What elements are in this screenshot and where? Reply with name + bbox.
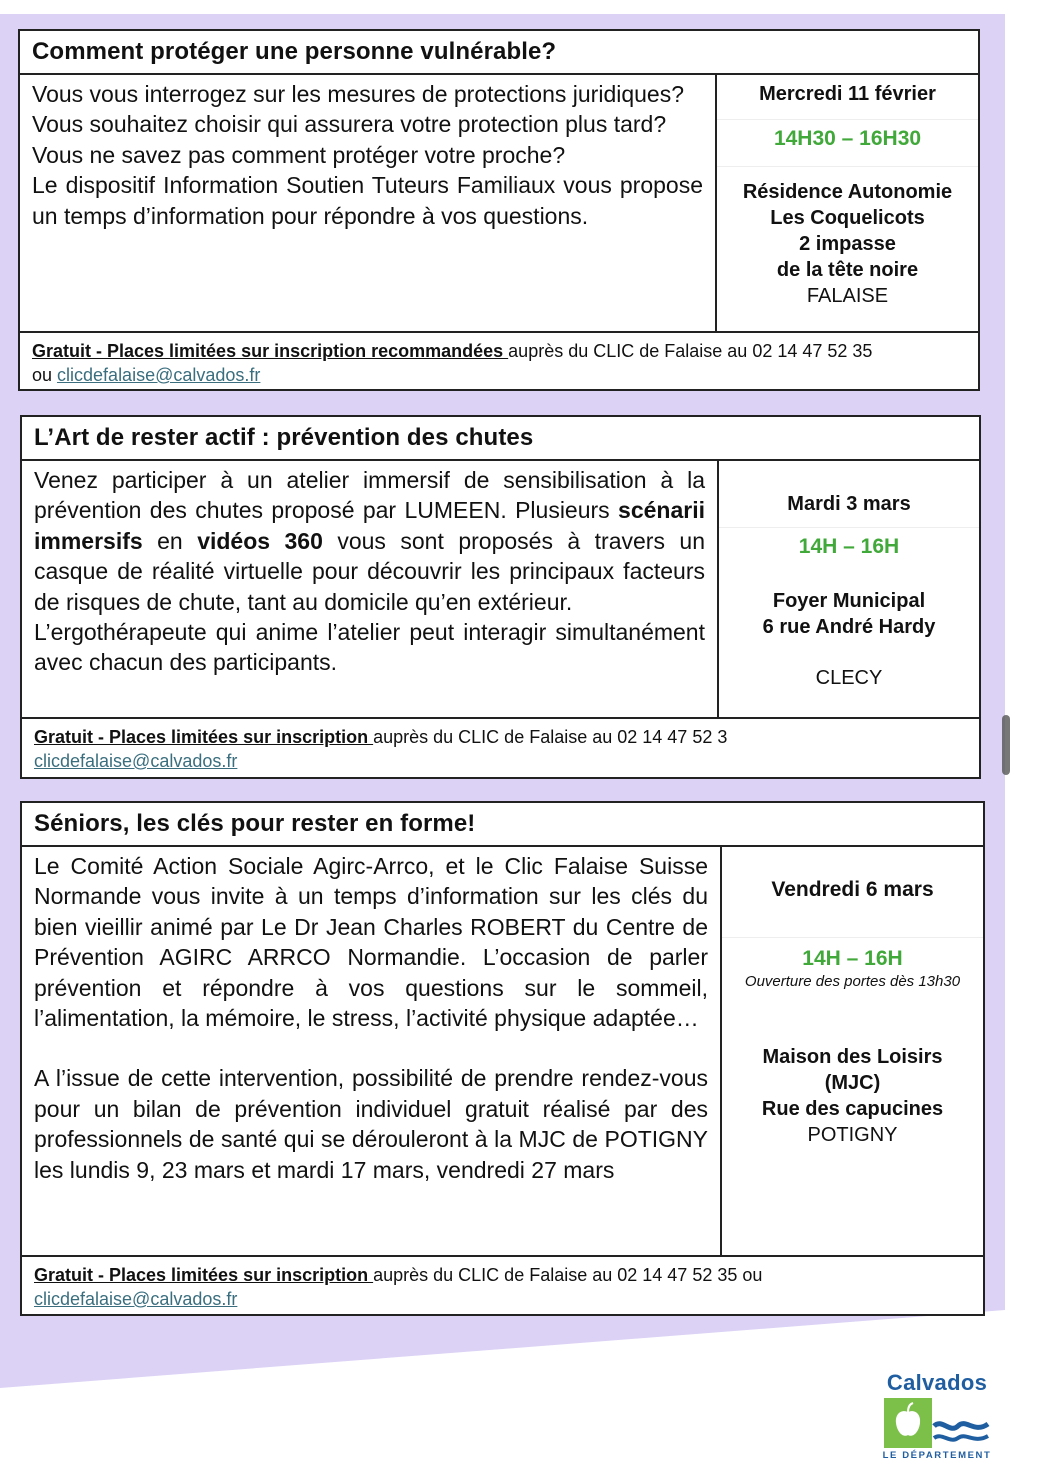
event-card-seniors	[20, 801, 985, 1316]
event-card-protection	[18, 29, 980, 391]
footer-or: ou	[32, 365, 58, 385]
text-bold: vidéos 360	[197, 527, 323, 554]
logo-name: Calvados	[886, 1370, 988, 1395]
registration-contact: auprès du CLIC de Falaise au 02 14 47 52 35	[508, 341, 873, 361]
registration-note: Gratuit - Places limitées sur inscription	[34, 727, 374, 747]
email-link[interactable]: clicdefalaise@calvados.fr	[34, 751, 238, 771]
location-line: Les Coquelicots	[770, 207, 925, 229]
event-info	[717, 75, 978, 331]
email-link[interactable]: clicdefalaise@calvados.fr	[34, 1289, 238, 1309]
event-title: L’Art de rester actif : prévention des chutes	[22, 417, 979, 461]
registration-contact: auprès du CLIC de Falaise au 02 14 47 52 35 ou	[373, 1265, 763, 1285]
location-line: de la tête noire	[776, 259, 919, 281]
location-city: FALAISE	[806, 285, 889, 307]
text-run: vous sont proposés à travers un casque de réalité virtuelle pour découvrir les principaux facteurs de risques de chute, tant au domicile qu’en extérieur.	[34, 527, 705, 615]
description-paragraph: Le dispositif Information Soutien Tuteurs Familiaux vous propose un temps d’information pour répondre à vos questions.	[32, 172, 703, 229]
location-city: CLECY	[815, 667, 883, 689]
event-info	[722, 847, 983, 1255]
event-time: 14H – 16H	[802, 947, 903, 970]
location-line: Maison des Loisirs	[762, 1046, 943, 1068]
description-paragraph: Vous ne savez pas comment protéger votre proche?	[32, 141, 566, 168]
text-run: Venez participer à un atelier immersif de sensibilisation à la prévention des chutes proposé par LUMEEN. Plusieurs	[34, 467, 705, 524]
event-info	[719, 461, 979, 717]
location-line: 6 rue André Hardy	[762, 616, 936, 638]
registration-contact: auprès du CLIC de Falaise au 02 14 47 52 3	[373, 727, 728, 747]
event-location	[719, 578, 979, 691]
registration-note: Gratuit - Places limitées sur inscription	[34, 1265, 374, 1285]
location-line: 2 impasse	[799, 233, 896, 255]
event-date: Mardi 3 mars	[719, 461, 979, 528]
event-description	[20, 75, 717, 331]
event-footer	[20, 333, 978, 391]
event-time: 14H – 16H	[798, 535, 900, 558]
event-body	[22, 461, 979, 719]
top-margin	[0, 0, 1005, 14]
email-link[interactable]: clicdefalaise@calvados.fr	[57, 365, 261, 385]
description-paragraph: Vous vous interrogez sur les mesures de protections juridiques?	[32, 81, 685, 107]
event-location	[722, 992, 983, 1148]
event-body	[22, 847, 983, 1257]
event-date: Mercredi 11 février	[717, 75, 978, 120]
event-footer	[22, 1257, 983, 1315]
description-paragraph: Vous souhaitez choisir qui assurera votre protection plus tard?	[32, 111, 667, 138]
apple-waves-logo-icon	[884, 1398, 990, 1448]
description-paragraph: A l’issue de cette intervention, possibilité de prendre rendez-vous pour un bilan de prévention individuel gratuit réalisé par des professionnels de santé qui se dérouleront à la MJC de POTIGNY les lundis 9, 23 mars et mardi 17 mars, vendredi 27 mars	[34, 1065, 708, 1183]
event-location	[717, 167, 978, 309]
event-note: Ouverture des portes dès 13h30	[744, 973, 961, 990]
event-description	[22, 461, 719, 717]
text-run: en	[142, 527, 198, 554]
location-city: POTIGNY	[807, 1124, 898, 1146]
description-paragraph: Le Comité Action Sociale Agirc-Arrco, et le Clic Falaise Suisse Normande vous invite à un temps d’information sur les clés du bien vieillir animé par Le Dr Jean Charles ROBERT du Centre de Prévention AGIRC ARRCO Normandie. L’occasion de parler prévention et répondre à vos questions sur le sommeil, l’alimentation, la mémoire, le stress, l’activité physique adaptée…	[34, 853, 708, 1032]
description-paragraph: L’ergothérapeute qui anime l’atelier peut interagir simultanément avec chacun des participants.	[34, 619, 705, 676]
location-line: Foyer Municipal	[772, 590, 926, 612]
event-card-falls	[20, 415, 981, 779]
location-line: Rue des capucines	[761, 1098, 944, 1120]
registration-note: Gratuit - Places limitées sur inscription recommandées	[32, 341, 509, 361]
event-body	[20, 75, 978, 333]
event-footer	[22, 719, 979, 777]
event-time: 14H30 – 16H30	[717, 120, 978, 167]
text-bold: scénarii immersifs	[34, 497, 705, 554]
calvados-logo	[882, 1370, 992, 1461]
location-line: Résidence Autonomie	[742, 181, 953, 203]
logo-subtitle: LE DÉPARTEMENT	[882, 1450, 992, 1461]
description-paragraph	[34, 465, 705, 617]
event-title: Comment protéger une personne vulnérable?	[20, 31, 978, 75]
event-date: Vendredi 6 mars	[722, 847, 983, 938]
event-description	[22, 847, 722, 1255]
event-title: Séniors, les clés pour rester en forme!	[22, 803, 983, 847]
scan-smudge	[1002, 715, 1010, 775]
location-line: (MJC)	[824, 1072, 881, 1094]
